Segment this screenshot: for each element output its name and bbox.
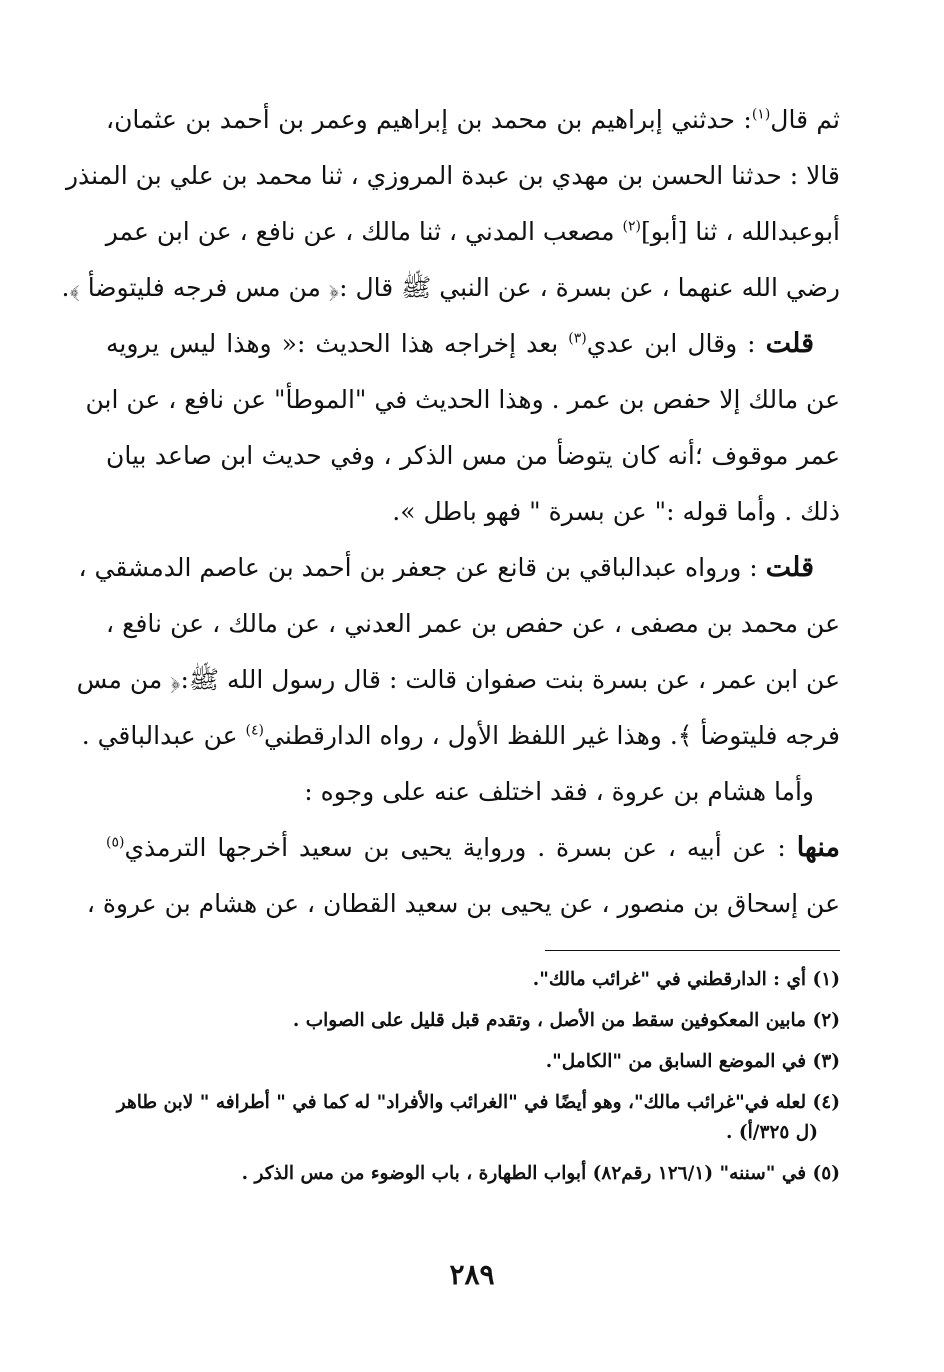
footnote-ref[interactable]: (٥): [106, 834, 125, 851]
footnote-continuation: (ل ٣٢٥/أ) .: [726, 1122, 818, 1143]
keyword-qultu: قلت: [765, 552, 814, 583]
text-line: عن مالك إلا حفص بن عمر . وهذا الحديث في "الموطأ" عن نافع ، عن ابن: [85, 385, 840, 414]
footnote-ref[interactable]: (٣): [568, 330, 587, 347]
footnote: (٣) في الموضع السابق من "الكامل".: [545, 1051, 840, 1072]
footnote-ref[interactable]: (٤): [245, 722, 264, 739]
text-line: وأما هشام بن عروة ، فقد اختلف عنه على وجوه :: [304, 777, 814, 806]
text-line: عن إسحاق بن منصور ، عن يحيى بن سعيد القطان ، عن هشام بن عروة ،: [86, 889, 840, 918]
text-line: منها : عن أبيه ، عن بسرة . ورواية يحيى بن سعيد أخرجها الترمذي$^{(٥)}$: [106, 832, 840, 863]
footnotes: [106, 965, 840, 1200]
keyword-qultu: قلت: [765, 328, 814, 359]
page-number: ٢٨٩: [449, 1258, 495, 1291]
text-line: عن ابن عمر ، عن بسرة بنت صفوان قالت : قال رسول الله ﷺ:﴿ من مس: [76, 665, 840, 694]
keyword-minha: منها: [796, 832, 840, 863]
text-line: عمر موقوف ؛أنه كان يتوضأ من مس الذكر ، وفي حديث ابن صاعد بيان: [106, 441, 840, 470]
footnote: (٥) في "سننه" (١٢٦/١ رقم٨٢) أبواب الطهارة ، باب الوضوء من مس الذكر .: [241, 1163, 840, 1184]
text-line: قالا : حدثنا الحسن بن مهدي بن عبدة المروزي ، ثنا محمد بن علي بن المنذر: [65, 161, 840, 190]
text-line: قلت : ورواه عبدالباقي بن قانع عن جعفر بن أحمد بن عاصم الدمشقي ،: [78, 552, 814, 583]
text-line: عن محمد بن مصفى ، عن حفص بن عمر العدني ، عن مالك ، عن نافع ،: [106, 609, 840, 638]
text-line: أبوعبدالله ، ثنا [أبو]$^{(٢)}$ مصعب المدني ، ثنا مالك ، عن نافع ، عن ابن عمر: [105, 217, 840, 246]
footnote: (٤) لعله في"غرائب مالك"، وهو أيضًا في "الغرائب والأفراد" له كما في " أطرافه " لابن طاهر (ل ٣٢٥/أ) .: [106, 1088, 840, 1148]
footnote-separator: [545, 950, 840, 951]
footnote-ref[interactable]: (٢): [622, 218, 641, 235]
text-line: فرجه فليتوضأ ﴾. وهذا غير اللفظ الأول ، رواه الدارقطني$^{(٤)}$ عن عبدالباقي .: [81, 721, 840, 750]
footnote-ref[interactable]: (١): [751, 106, 771, 123]
text-line: ثم قال$^{(١)}$: حدثني إبراهيم بن محمد بن إبراهيم وعمر بن أحمد بن عثمان،: [106, 105, 840, 134]
text-line: ذلك . وأما قوله :" عن بسرة " فهو باطل ».: [392, 497, 840, 526]
footnote: (٢) مابين المعكوفين سقط من الأصل ، وتقدم قبل قليل على الصواب .: [292, 1010, 840, 1031]
text-line: رضي الله عنهما ، عن بسرة ، عن النبي ﷺ قال :﴿ من مس فرجه فليتوضأ ﴾.: [61, 273, 840, 302]
footnote: (١) أي : الدارقطني في "غرائب مالك".: [532, 969, 840, 990]
main-text: [61, 92, 840, 932]
text-line: قلت : وقال ابن عدي$^{(٣)}$ بعد إخراجه هذا الحديث :« وهذا ليس يرويه: [106, 328, 814, 359]
